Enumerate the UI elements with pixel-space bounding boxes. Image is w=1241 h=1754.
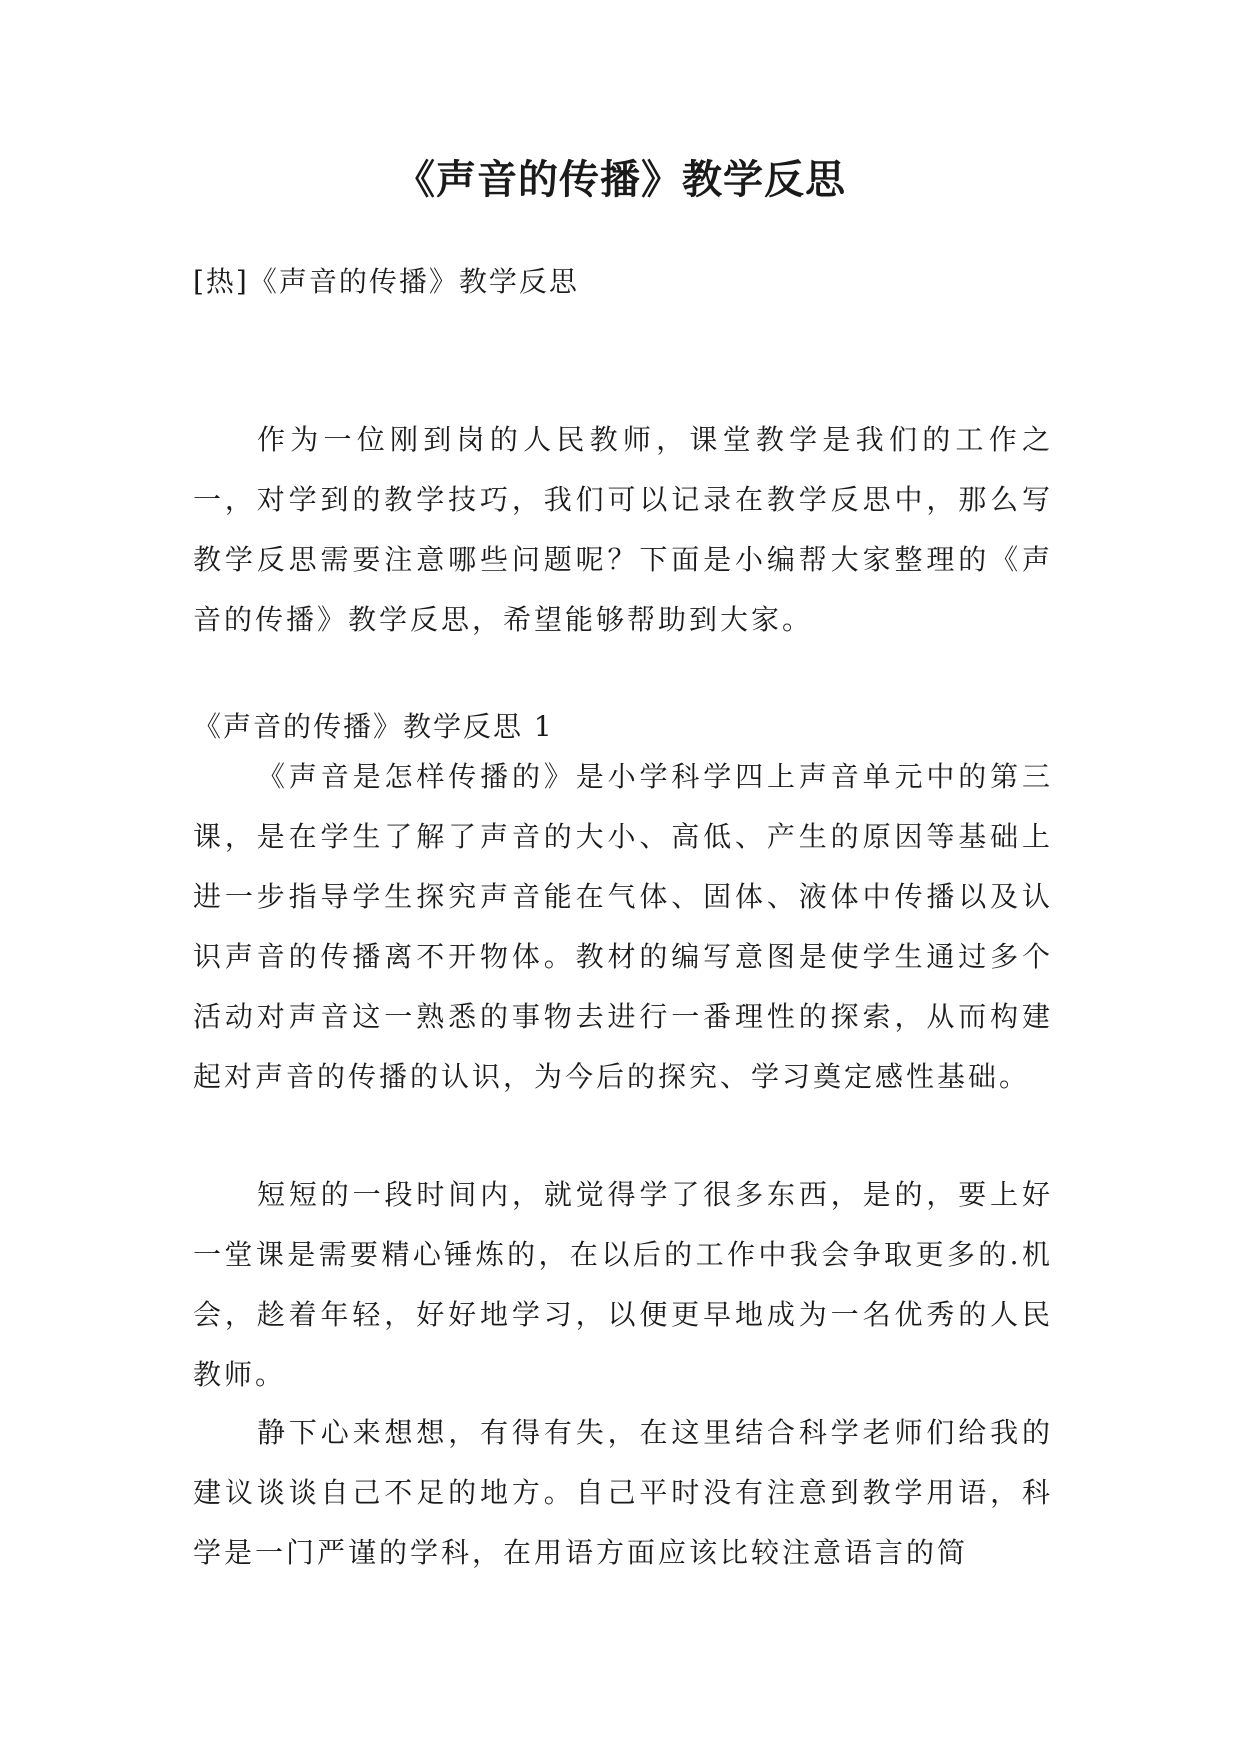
document-title: 《声音的传播》教学反思 (395, 156, 846, 203)
body-paragraph: 短短的一段时间内，就觉得学了很多东西，是的，要上好一堂课是需要精心锤炼的，在以后的工作中我会争取更多的.机会，趁着年轻，好好地学习，以便更早地成为一名优秀的人民教师。 (193, 1178, 1053, 1391)
intro-paragraph: 作为一位刚到岗的人民教师，课堂教学是我们的工作之一，对学到的教学技巧，我们可以记录在教学反思中，那么写教学反思需要注意哪些问题呢？下面是小编帮大家整理的《声音的传播》教学反思，希望能够帮助到大家。 (193, 423, 1053, 636)
body-paragraph: 静下心来想想，有得有失，在这里结合科学老师们给我的建议谈谈自己不足的地方。自己平时没有注意到教学用语，科学是一门严谨的学科，在用语方面应该比较注意语言的简 (193, 1416, 1053, 1569)
document-subtitle: [热]《声音的传播》教学反思 (193, 265, 579, 298)
section-heading: 《声音的传播》教学反思 1 (193, 710, 554, 743)
body-paragraph: 《声音是怎样传播的》是小学科学四上声音单元中的第三课，是在学生了解了声音的大小、高低、产生的原因等基础上进一步指导学生探究声音能在气体、固体、液体中传播以及认识声音的传播离不开物体。教材的编写意图是使学生通过多个活动对声音这一熟悉的事物去进行一番理性的探索，从而构建起对声音的传播的认识，为今后的探究、学习奠定感性基础。 (193, 760, 1053, 1093)
